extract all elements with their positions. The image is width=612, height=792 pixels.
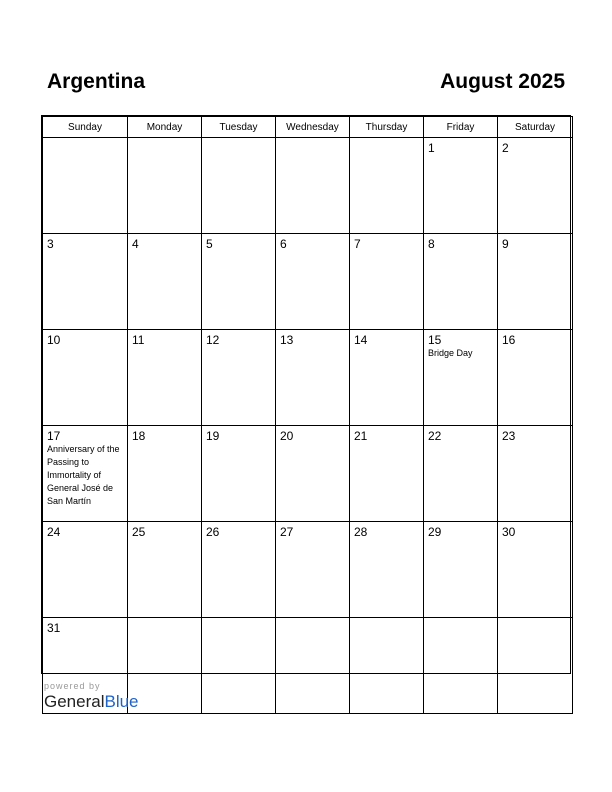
day-cell (498, 138, 573, 234)
day-number: 16 (502, 333, 516, 347)
day-number: 13 (280, 333, 294, 347)
day-cell (202, 618, 276, 714)
day-cell (276, 330, 350, 426)
day-cell (498, 618, 573, 714)
day-number: 17 (47, 429, 61, 443)
day-cell (202, 522, 276, 618)
day-cell (276, 522, 350, 618)
day-cell (498, 234, 573, 330)
calendar-table (42, 116, 573, 714)
day-cell (128, 138, 202, 234)
calendar-header (41, 70, 571, 100)
day-cell (128, 618, 202, 714)
week-row (43, 330, 573, 426)
day-number: 23 (502, 429, 516, 443)
powered-by-label: powered by (44, 681, 101, 691)
day-cell (350, 330, 424, 426)
day-number: 30 (502, 525, 516, 539)
day-number: 9 (502, 237, 509, 251)
day-cell (276, 426, 350, 522)
month-year-title: August 2025 (440, 70, 565, 93)
day-cell (424, 522, 498, 618)
day-number: 4 (132, 237, 139, 251)
day-cell (350, 618, 424, 714)
day-number: 28 (354, 525, 368, 539)
day-number: 2 (502, 141, 509, 155)
weekday-wednesday: Wednesday (276, 117, 350, 138)
day-cell (43, 330, 128, 426)
day-number: 6 (280, 237, 287, 251)
day-cell (350, 522, 424, 618)
day-cell (424, 330, 498, 426)
calendar-grid (41, 115, 571, 674)
day-number: 25 (132, 525, 146, 539)
day-number: 5 (206, 237, 213, 251)
day-cell (424, 426, 498, 522)
weekday-thursday: Thursday (350, 117, 424, 138)
day-number: 19 (206, 429, 220, 443)
day-number: 26 (206, 525, 220, 539)
day-cell (128, 330, 202, 426)
generalblue-logo[interactable] (44, 692, 139, 712)
day-cell (43, 138, 128, 234)
day-number: 18 (132, 429, 146, 443)
week-row (43, 234, 573, 330)
day-cell (128, 426, 202, 522)
day-number: 15 (428, 333, 442, 347)
day-number: 3 (47, 237, 54, 251)
day-cell (276, 234, 350, 330)
day-cell (424, 138, 498, 234)
day-cell (498, 330, 573, 426)
day-number: 24 (47, 525, 61, 539)
day-number: 11 (132, 333, 145, 347)
country-title: Argentina (47, 70, 146, 93)
brand-blue-text: Blue (104, 692, 139, 711)
day-cell (128, 234, 202, 330)
day-cell (202, 138, 276, 234)
day-number: 27 (280, 525, 294, 539)
footer-brand (44, 681, 139, 712)
weekday-header-row (43, 117, 573, 138)
day-cell (424, 618, 498, 714)
holiday-label: Anniversary of the Passing to Immortality of General José de San Martín (47, 444, 120, 506)
day-cell (202, 426, 276, 522)
day-cell (43, 234, 128, 330)
day-cell (498, 426, 573, 522)
holiday-label: Bridge Day (428, 348, 473, 358)
day-number: 22 (428, 429, 442, 443)
week-row (43, 138, 573, 234)
day-number: 10 (47, 333, 61, 347)
day-cell (43, 522, 128, 618)
day-cell (276, 618, 350, 714)
weekday-monday: Monday (128, 117, 202, 138)
day-number: 21 (354, 429, 368, 443)
day-cell (350, 138, 424, 234)
day-cell (276, 138, 350, 234)
day-cell (43, 426, 128, 522)
weekday-saturday: Saturday (498, 117, 573, 138)
day-cell (350, 426, 424, 522)
weekday-friday: Friday (424, 117, 498, 138)
day-number: 20 (280, 429, 294, 443)
day-number: 14 (354, 333, 368, 347)
day-number: 29 (428, 525, 442, 539)
week-row (43, 522, 573, 618)
day-number: 7 (354, 237, 361, 251)
day-number: 1 (428, 141, 435, 155)
day-cell (350, 234, 424, 330)
day-number: 12 (206, 333, 220, 347)
day-number: 31 (47, 621, 61, 635)
day-cell (202, 234, 276, 330)
week-row (43, 426, 573, 522)
day-cell (424, 234, 498, 330)
weekday-tuesday: Tuesday (202, 117, 276, 138)
day-number: 8 (428, 237, 435, 251)
weekday-sunday: Sunday (43, 117, 128, 138)
day-cell (202, 330, 276, 426)
day-cell (128, 522, 202, 618)
day-cell (498, 522, 573, 618)
brand-general-text: General (44, 692, 105, 711)
